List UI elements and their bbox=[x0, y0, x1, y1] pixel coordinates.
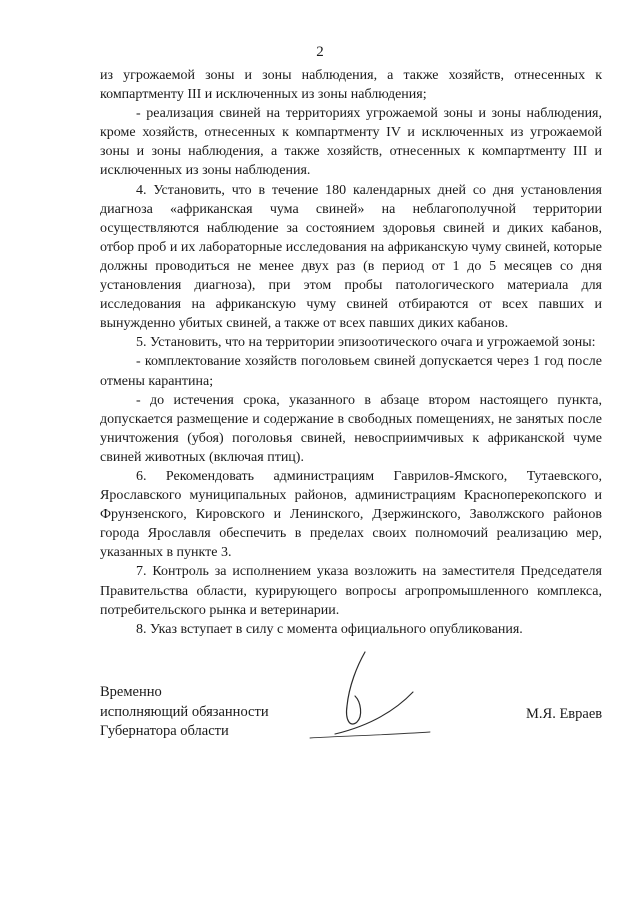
signatory-title-line-1: Временно bbox=[100, 684, 162, 700]
signatory-title bbox=[100, 683, 269, 742]
paragraph-item-8: 8. Указ вступает в силу с момента официального опубликования. bbox=[136, 621, 523, 637]
paragraph-item-6: 6. Рекомендовать администрациям Гаврилов-Ямского, Тутаевского, Ярославского муниципальных районов, администрациям Красноперекопского и Фрунзенского, Кировского и Ленинского, Дзержинского, Заволжского районов города Ярославля обеспечить в пределах своих полномочий реализацию мер, указанных в пункте 3. bbox=[100, 468, 602, 561]
paragraph-pig-sales: - реализация свиней на территориях угрожаемой зоны и зоны наблюдения, кроме хозяйств, отнесенных к компартменту IV и исключенных из угрожаемой зоны и зоны наблюдения, а также хозяйств, отнесенных к компартменту III и исключенных из зоны наблюдения. bbox=[100, 106, 602, 179]
signatory-title-line-2: исполняющий обязанности bbox=[100, 703, 269, 720]
paragraph-item-7: 7. Контроль за исполнением указа возложить на заместителя Председателя Правительства области, курирующего вопросы агропромышленного комплекса, потребительского рынка и ветеринарии. bbox=[100, 564, 602, 618]
page-number: 2 bbox=[316, 44, 324, 60]
signatory-name: М.Я. Евраев bbox=[526, 706, 603, 722]
paragraph-continuation: из угрожаемой зоны и зоны наблюдения, а также хозяйств, отнесенных к компартменту III и исключенных из зоны наблюдения; bbox=[100, 68, 602, 103]
paragraph-item-5-placement: - до истечения срока, указанного в абзаце втором настоящего пункта, допускается размещение и содержание в свободных помещениях, не занятых после уничтожения (убоя) поголовья свиней, невосприимчивых к африканской чуме свиней животных (включая птиц). bbox=[100, 392, 602, 465]
paragraph-item-5: 5. Установить, что на территории эпизоотического очага и угрожаемой зоны: bbox=[136, 335, 596, 351]
paragraph-item-4: 4. Установить, что в течение 180 календарных дней со дня установления диагноза «африканская чума свиней» на неблагополучной территории осуществляются наблюдение за состоянием здоровья свиней и диких кабанов, отбор проб и их лабораторные исследования на африканскую чуму свиней, которые должны проводиться не менее двух раз (в период от 1 до 5 месяцев со дня установления диагноза), при этом пробы патологического материала для исследования на африканскую чуму свиней отбираются от всех павших и вынужденно убитых свиней, а также от всех павших диких кабанов. bbox=[100, 182, 602, 332]
paragraph-item-5-restocking: - комплектование хозяйств поголовьем свиней допускается через 1 год после отмены карантина; bbox=[100, 354, 602, 389]
document-body bbox=[100, 66, 602, 639]
handwritten-signature bbox=[305, 644, 445, 744]
signatory-title-line-3: Губернатора области bbox=[100, 723, 229, 739]
